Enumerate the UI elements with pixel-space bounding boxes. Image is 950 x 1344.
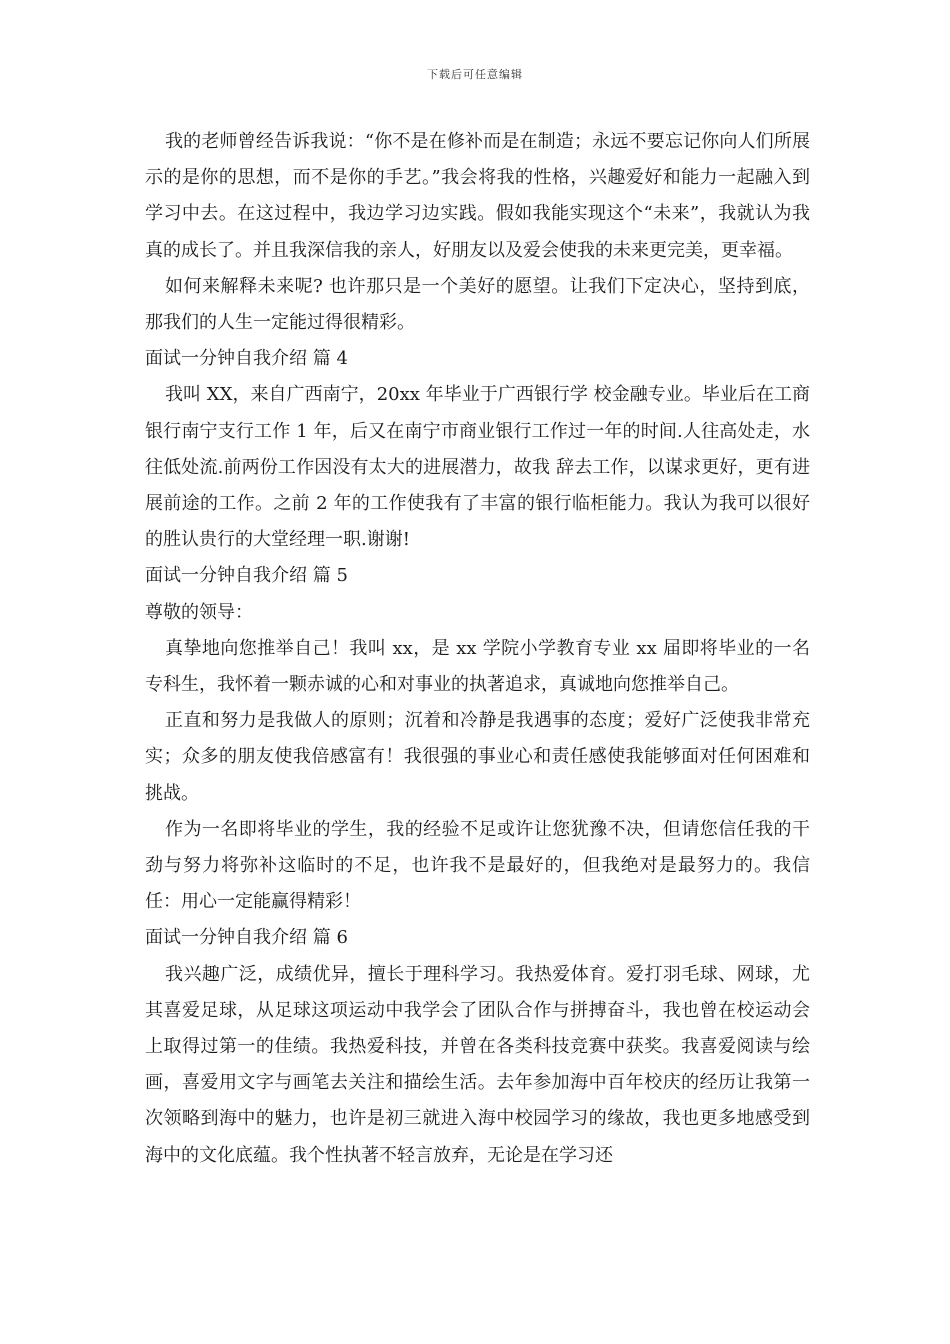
paragraph-future-conclusion: 如何来解释未来呢? 也许那只是一个美好的愿望。让我们下定决心，坚持到底，那我们的人生一定能过得很精彩。 <box>145 275 810 334</box>
page-header: 下载后可任意编辑 <box>427 68 523 81</box>
paragraph-salutation: 尊敬的领导： <box>145 601 253 623</box>
section-heading-6: 面试一分钟自我介绍 篇 6 <box>145 927 348 949</box>
paragraph-intro-5-b: 正直和努力是我做人的原则；沉着和冷静是我遇事的态度；爱好广泛使我非常充实；众多的朋友使我倍感富有！我很强的事业心和责任感使我能够面对任何困难和挑战。 <box>145 710 810 804</box>
paragraph-intro-5-a: 真挚地向您推举自己！我叫 xx，是 xx 学院小学教育专业 xx 届即将毕业的一名专科生，我怀着一颗赤诚的心和对事业的执著追求，真诚地向您推举自己。 <box>145 637 810 696</box>
section-heading-5: 面试一分钟自我介绍 篇 5 <box>145 565 348 587</box>
document-body <box>145 124 810 1174</box>
paragraph-intro-5-c: 作为一名即将毕业的学生，我的经验不足或许让您犹豫不决，但请您信任我的干劲与努力将弥补这临时的不足，也许我不是最好的，但我绝对是最努力的。我信任：用心一定能赢得精彩！ <box>145 818 810 913</box>
section-heading-4: 面试一分钟自我介绍 篇 4 <box>145 348 348 370</box>
paragraph-future: 我的老师曾经告诉我说：“你不是在修补而是在制造；永远不要忘记你向人们所展示的是你的思想，而不是你的手艺。”我会将我的性格，兴趣爱好和能力一起融入到学习中去。在这过程中，我边学习边实践。假如我能实现这个“未来”，我就认为我真的成长了。并且我深信我的亲人，好朋友以及爱会使我的未来更完美，更幸福。 <box>145 131 810 261</box>
paragraph-intro-4: 我叫 XX，来自广西南宁，20xx 年毕业于广西银行学 校金融专业。毕业后在工商银行南宁支行工作 1 年，后又在南宁市商业银行工作过一年的时间.人往高处走，水往低处流.前两份工作因没有太大的进展潜力，故我 辞去工作，以谋求更好，更有进展前途的工作。之前 2 年的工作使我有了丰富的银行临柜能力。我认为我可以很好的胜认贵行的大堂经理一职.谢谢! <box>145 384 810 551</box>
paragraph-intro-6: 我兴趣广泛，成绩优异，擅长于理科学习。我热爱体育。爱打羽毛球、网球，尤其喜爱足球，从足球这项运动中我学会了团队合作与拼搏奋斗，我也曾在校运动会上取得过第一的佳绩。我热爱科技，并曾在各类科技竞赛中获奖。我喜爱阅读与绘画，喜爱用文字与画笔去关注和描绘生活。去年参加海中百年校庆的经历让我第一次领略到海中的魅力，也许是初三就进入海中校园学习的缘故，我也更多地感受到海中的文化底蕴。我个性执著不轻言放弃，无论是在学习还 <box>145 963 810 1166</box>
